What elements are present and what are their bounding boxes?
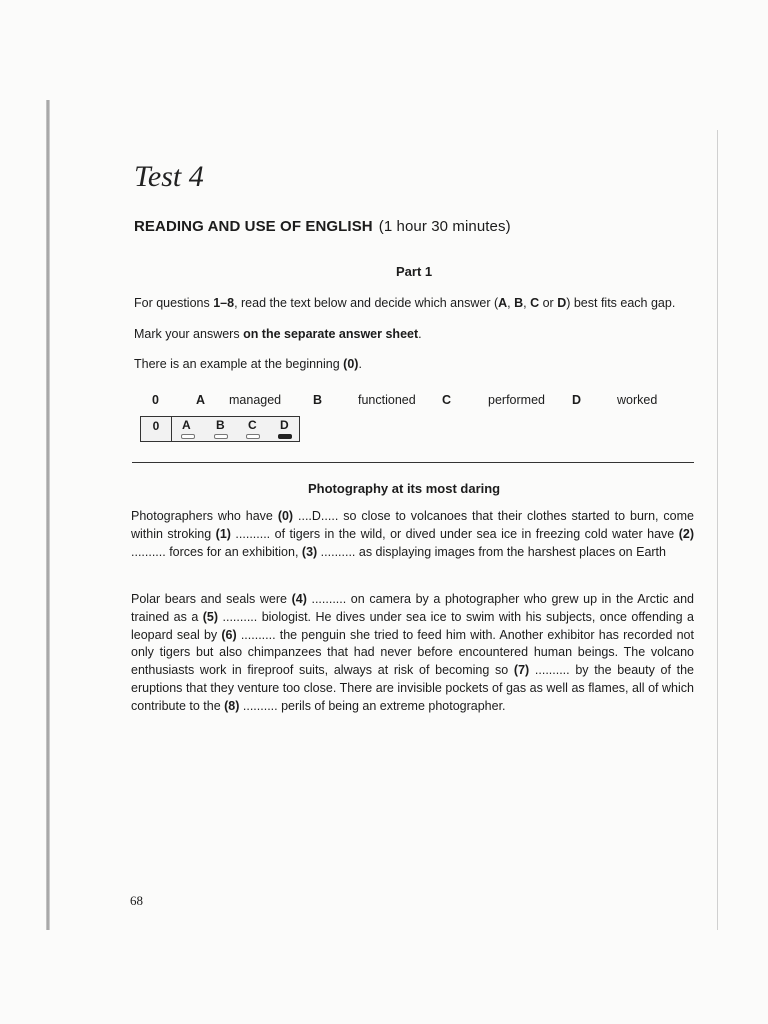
section-heading xyxy=(134,218,511,235)
answer-mark-b xyxy=(214,434,228,439)
example-option-letter: D xyxy=(572,393,582,407)
gap-0: (0) xyxy=(277,509,294,523)
example-option-letter: C xyxy=(442,393,452,407)
example-option-letter: B xyxy=(313,393,323,407)
part-title: Part 1 xyxy=(396,264,433,279)
passage-paragraph-1: Photographers who have (0) ....D..... so close to volcanoes that their clothes started to burn, come within stroking (1) .......... of tigers in the wild, or dived under sea ice in freezing cold water have (2) .......... forces for an exhibition, (3) .......... as displaying images from the harshest places on Earth xyxy=(131,509,694,559)
gap-2: (2) xyxy=(678,526,694,541)
section-divider xyxy=(132,462,694,463)
gap-8: (8) xyxy=(224,698,240,713)
answer-box-letter-b: B xyxy=(216,418,225,432)
example-answer-box xyxy=(140,416,300,442)
page-number: 68 xyxy=(130,893,143,908)
example-option-word: performed xyxy=(488,393,545,407)
example-option-word: managed xyxy=(229,393,282,407)
section-heading-text: READING AND USE OF ENGLISH xyxy=(134,218,373,235)
answer-mark-c xyxy=(246,434,260,439)
answer-box-letter-a: A xyxy=(182,418,191,432)
gap-4: (4) xyxy=(291,592,307,606)
passage-paragraph-2: Polar bears and seals were (4) .......... on camera by a photographer who grew up in the Arctic and trained as a (5) .......... biologist. He dives under sea ice to swim with his subjects, once offending a leopard seal by (6) .......... the penguin she tried to feed him with. Another exhibitor has recorded not only tigers but also chimpanzees that had never before encountered human beings. The volcano enthusiasts work in fireproof suits, always at risk of becoming so (7) .......... by the beauty of the eruptions that they venture too close. There are invisible pockets of gas as well as flames, all of which contribute to the (8) .......... perils of being an extreme photographer. xyxy=(131,592,695,713)
example-option-word: functioned xyxy=(358,393,416,407)
passage-title: Photography at its most daring xyxy=(308,481,501,496)
answer-box-letter-c: C xyxy=(248,418,257,432)
test-title: Test 4 xyxy=(134,160,204,193)
gap-7: (7) xyxy=(513,663,530,678)
answer-box-letter-d: D xyxy=(280,418,289,432)
answer-mark-a xyxy=(181,434,195,439)
example-number: 0 xyxy=(152,393,159,407)
example-option-word: worked xyxy=(617,393,658,407)
page-binding-edge xyxy=(46,100,50,930)
instruction-questions: For questions 1–8, read the text below and decide which answer (A, B, C or D) best fits each gap. xyxy=(134,296,676,310)
instruction-answer-sheet: Mark your answers on the separate answer sheet. xyxy=(134,327,422,341)
example-option-letter: A xyxy=(196,393,206,407)
section-time: (1 hour 30 minutes) xyxy=(378,218,511,235)
answer-box-number: 0 xyxy=(141,417,172,441)
gap-5: (5) xyxy=(202,609,219,624)
gap-1: (1) xyxy=(215,526,231,541)
answer-mark-d-filled xyxy=(278,434,292,439)
gap-6: (6) xyxy=(221,627,237,642)
instruction-example: There is an example at the beginning (0). xyxy=(134,357,362,371)
example-options-row xyxy=(150,393,680,411)
page-right-edge xyxy=(717,130,718,930)
gap-3: (3) xyxy=(301,544,318,559)
